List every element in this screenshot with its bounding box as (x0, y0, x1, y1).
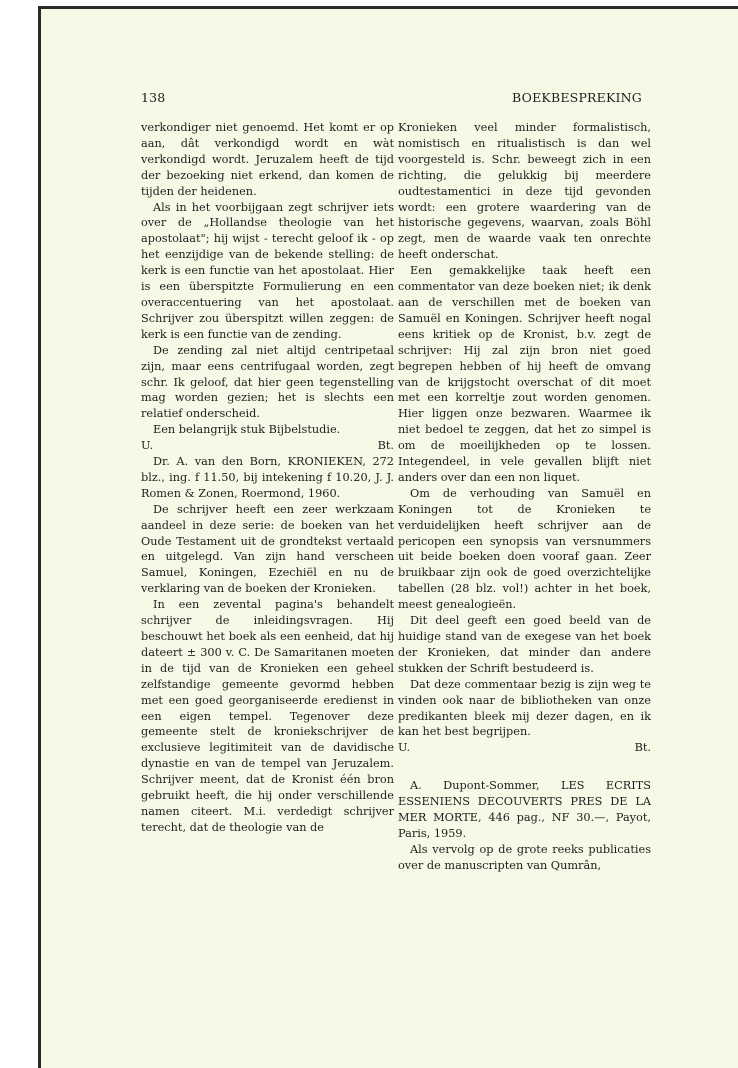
running-head: BOEKBESPREKING (512, 90, 642, 105)
right-column (398, 120, 651, 874)
signature (141, 438, 394, 454)
paragraph: Als in het voorbijgaan zegt schrijver iets over de „Hollandse theologie van het apostolaat"; hij wijst - terecht geloof ik - op het eenzijdige van de bekende stelling: de kerk is een functie van het apostolaat. Hier is een überspitzte Formulierung en een overaccentuering van het apostolaat. Schrijver zou überspitzt willen zeggen: de kerk is een functie van de zending. (141, 200, 394, 341)
paragraph: De schrijver heeft een zeer werkzaam aandeel in deze serie: de boeken van het Oude Testament uit de grondtekst vertaald en uitgelegd. Van zijn hand verscheen Samuel, Koningen, Ezechiël en nu de verklaring van de boeken der Kronieken. (141, 502, 394, 596)
paragraph: De zending zal niet altijd centripetaal zijn, maar eens centrifugaal worden, zegt schr. Ik geloof, dat hier geen tegenstelling mag worden gezien; het is slechts een relatief onderscheid. (141, 343, 394, 421)
paragraph: Als vervolg op de grote reeks publicaties over de manuscripten van Qumrân, (398, 842, 651, 872)
book-reference: A. Dupont-Sommer, LES ECRITS ESSENIENS DECOUVERTS PRES DE LA MER MORTE, 446 pag., NF 30.—, Payot, Paris, 1959. (398, 779, 651, 840)
paragraph: In een zevental pagina's behandelt schrijver de inleidingsvragen. Hij beschouwt het boek als een eenheid, dat hij dateert ± 300 v. C. De Samaritanen moeten in de tijd van de Kronieken een geheel zelfstandige gemeente gevormd hebben met een goed georganiseerde eredienst in een eigen tempel. Tegenover deze gemeente stelt de kroniekschrijver de exclusieve legitimiteit van de davidische dynastie en van de tempel van Jeruzalem. Schrijver meent, dat de Kronist één bron gebruikt heeft, die hij onder verschillende namen citeert. M.i. verdedigt schrijver terecht, dat de theologie van de (141, 598, 394, 834)
paragraph: Kronieken veel minder formalistisch, nomistisch en ritualistisch is dan wel voorgesteld is. Schr. beweegt zich in een richting, die gelukkig bij meerdere oudtestamentici in deze tijd gevonden wordt: een grotere waardering van de historische gegevens, waarvan, zoals Böhl zegt, men de waarde vaak ten onrechte heeft onderschat. (398, 121, 651, 262)
signature (398, 740, 651, 756)
page-number: 138 (141, 90, 166, 105)
paragraph: verkondiger niet genoemd. Het komt er op aan, dât verkondigd wordt en wàt verkondigd wordt. Jeruzalem heeft de tijd der bezoeking niet erkend, dan komen de tijden der heidenen. (141, 121, 394, 198)
paragraph: Een gemakkelijke taak heeft een commentator van deze boeken niet; ik denk aan de verschillen met de boeken van Samuël en Koningen. Schrijver heeft nogal eens kritiek op de Kronist, b.v. zegt de schrijver: Hij zal zijn bron niet goed begrepen hebben of hij heeft de omvang van de krijgstocht overschat of dit moet met een korreltje zout worden genomen. Hier liggen onze bezwaren. Waarmee ik niet bedoel te zeggen, dat het zo simpel is om de moeilijkheden op te lossen. Integendeel, in vele gevallen blijft niet anders over dan een non liquet. (398, 264, 651, 484)
signature-name: Bt. (377, 439, 394, 453)
paragraph: Dit deel geeft een goed beeld van de huidige stand van de exegese van het boek der Kronieken, dat minder dan andere stukken der Schrift bestudeerd is. (398, 614, 651, 675)
paragraph: Dat deze commentaar bezig is zijn weg te vinden ook naar de bibliotheken van onze predikanten bleek mij dezer dagen, en ik kan het best begrijpen. (398, 677, 651, 739)
paragraph: Om de verhouding van Samuël en Koningen tot de Kronieken te verduidelijken heeft schrijver aan de pericopen een synopsis van versnummers uit beide boeken doen vooraf gaan. Zeer bruikbaar zijn ook de goed overzichtelijke tabellen (28 blz. vol!) achter in het boek, meest genealogieën. (398, 486, 651, 612)
signature-name: Bt. (634, 741, 651, 755)
signature-initial: U. (141, 439, 154, 453)
book-reference: Dr. A. van den Born, KRONIEKEN, 272 blz., ing. f 11.50, bij intekening f 10.20, J. J. Romen & Zonen, Roermond, 1960. (141, 455, 394, 500)
signature-initial: U. (398, 741, 411, 755)
left-column (141, 120, 394, 836)
paragraph: Een belangrijk stuk Bijbelstudie. (153, 423, 341, 437)
